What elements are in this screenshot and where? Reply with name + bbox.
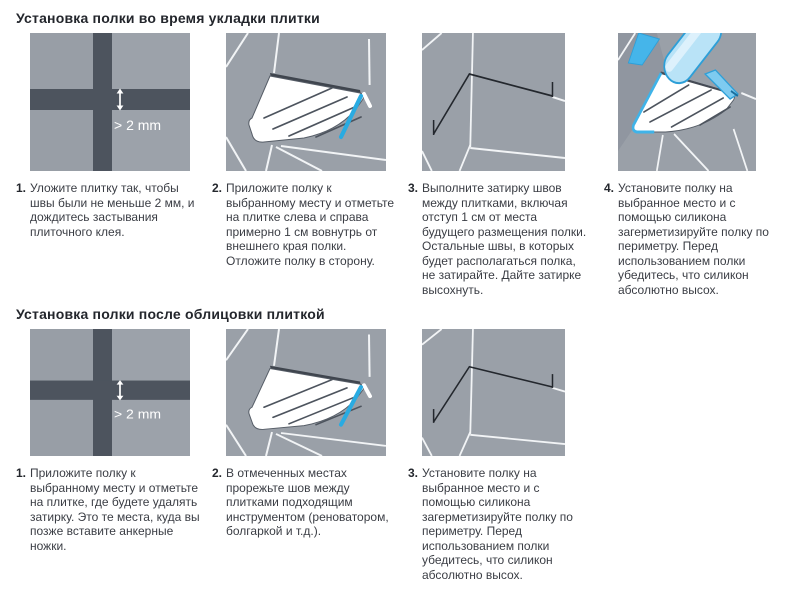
grout-seam-illustration: [422, 329, 565, 456]
step: [604, 33, 800, 297]
step-number: 3.: [408, 181, 419, 195]
step-figure: [30, 329, 190, 456]
step-text: Установите полку на выбранное место и с помощью силикона загерметизируйте полку по периметру. Перед использованием полки убедитесь, что силикон абсолютно высох.: [422, 466, 573, 582]
steps-row: [16, 33, 792, 297]
grout-seam-illustration: [422, 33, 565, 171]
section-title: Установка полки во время укладки плитки: [16, 10, 320, 26]
step-number: 1.: [16, 466, 27, 480]
shelf-marking-illustration: [226, 329, 386, 456]
silicone-seal-illustration: [618, 33, 756, 171]
step-number: 1.: [16, 181, 27, 195]
step-figure: [422, 33, 565, 171]
tile-gap-illustration: [30, 33, 190, 171]
tile-gap-illustration: [30, 329, 190, 456]
step-number: 3.: [408, 466, 419, 480]
step: [16, 33, 212, 297]
section-title: Установка полки после облицовки плиткой: [16, 306, 325, 322]
step-figure: [422, 329, 565, 456]
step-figure: [226, 33, 386, 171]
section-after-tiling: [16, 306, 792, 582]
step-text: Уложите плитку так, чтобы швы были не меньше 2 мм, и дождитесь застывания плиточного клея.: [30, 181, 195, 239]
step-figure: [30, 33, 190, 171]
step-number: 4.: [604, 181, 615, 195]
section-during-tiling: [16, 10, 792, 297]
step-text: Установите полку на выбранное место и с помощью силикона загерметизируйте полку по периметру. Перед использованием полки убедитесь, что силикон абсолютно высох.: [618, 181, 769, 297]
step: [408, 33, 604, 297]
step: [212, 33, 408, 297]
shelf-marking-illustration: [226, 33, 386, 171]
step: [16, 329, 212, 582]
step-figure: [618, 33, 756, 171]
step-text: Приложите полку к выбранному месту и отметьте на плитке слева и справа примерно 1 см вовнутрь от внешнего края полки. Отложите полку в сторону.: [226, 181, 395, 268]
step-text: Приложите полку к выбранному месту и отметьте на плитке, где будете удалять затирку. Это те места, куда вы позже вставите анкерные ножки.: [30, 466, 200, 553]
step-number: 2.: [212, 181, 223, 195]
step-text: Выполните затирку швов между плитками, включая отступ 1 см от места будущего размещения полки. Остальные швы, в которых будет располагаться полка, не затирайте. Дайте затирке высохнуть.: [422, 181, 587, 297]
step-text: В отмеченных местах прорежьте шов между плитками подходящим инструментом (реноватором, болгаркой и т.д.).: [226, 466, 389, 538]
step: [212, 329, 408, 582]
step-figure: [226, 329, 386, 456]
step-number: 2.: [212, 466, 223, 480]
step: [408, 329, 604, 582]
steps-row: [16, 329, 792, 582]
